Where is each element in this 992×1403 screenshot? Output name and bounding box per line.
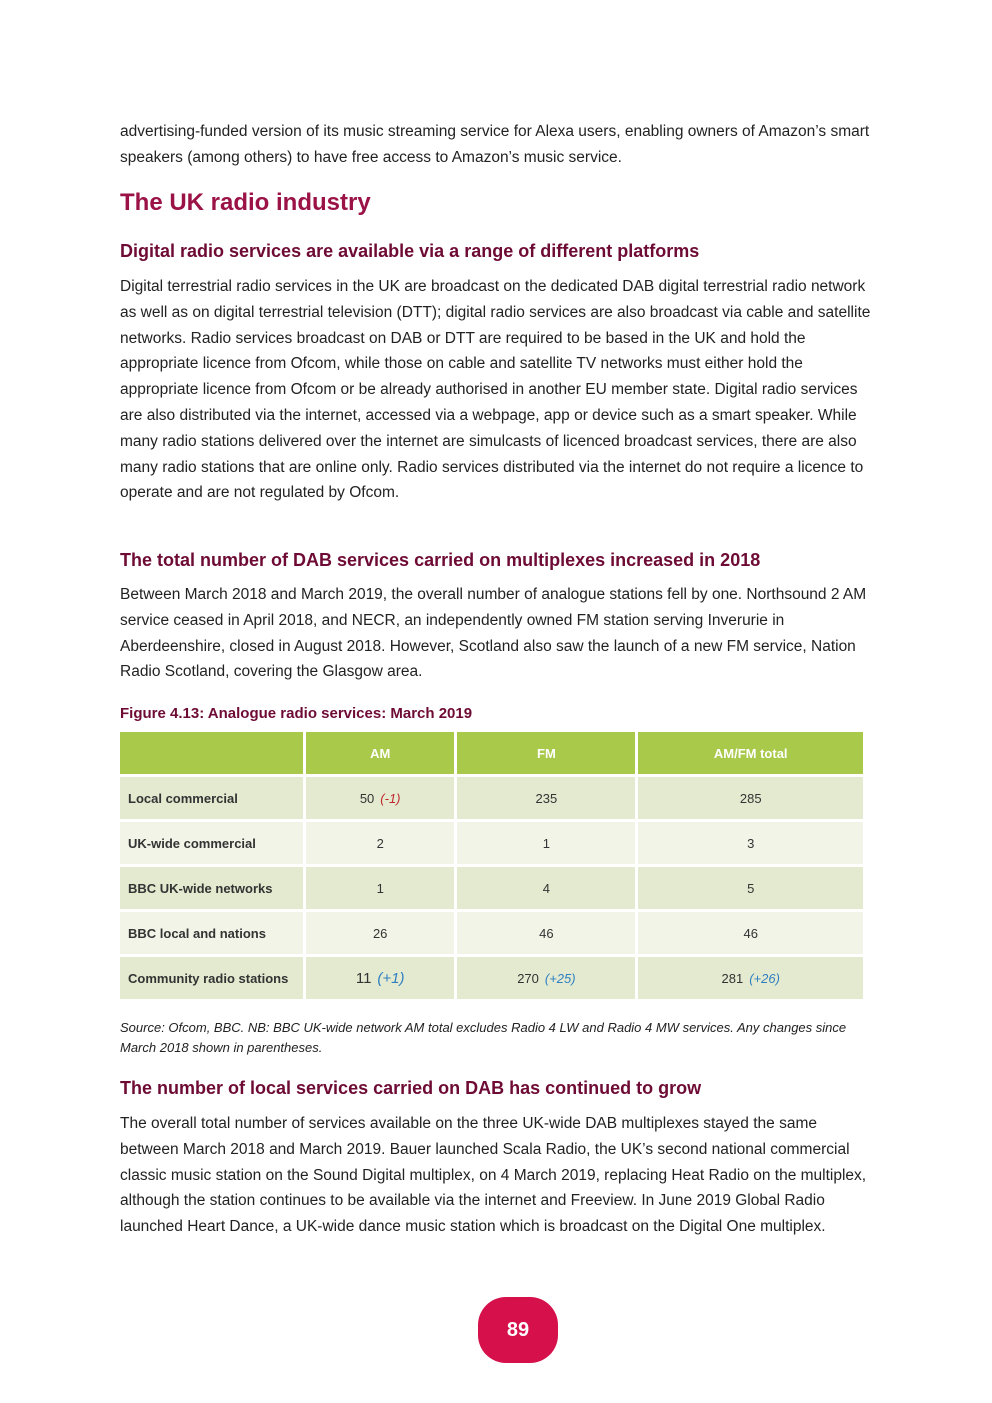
cell-am: 11 (+1): [306, 957, 454, 999]
change-value: (+26): [749, 970, 780, 986]
header-blank: [120, 732, 303, 774]
table-row: [120, 867, 863, 909]
figure-title: Figure 4.13: Analogue radio services: March 2019: [120, 705, 473, 722]
figure-source-note: Source: Ofcom, BBC. NB: BBC UK-wide network AM total excludes Radio 4 LW and Radio 4 MW services. Any changes since March 2018 shown in parentheses.: [120, 1020, 847, 1055]
table-row: [120, 957, 863, 999]
cell-fm: 46: [457, 912, 635, 954]
cell-total: 285: [638, 777, 863, 819]
row-label: BBC local and nations: [120, 912, 303, 954]
change-value: (+25): [544, 970, 576, 986]
analogue-services-table: [117, 729, 866, 1002]
cell-am: 1: [306, 867, 454, 909]
subheading-local-dab: The number of local services carried on DAB has continued to grow: [120, 1078, 702, 1098]
page-number-badge: 89: [478, 1297, 558, 1363]
cell-am: 26: [306, 912, 454, 954]
cell-fm: 1: [457, 822, 635, 864]
header-fm: FM: [457, 732, 635, 774]
cell-fm: 270 (+25): [457, 957, 635, 999]
subheading-platforms: Digital radio services are available via a range of different platforms: [120, 241, 700, 261]
cell-am: 50 (-1): [306, 777, 454, 819]
subheading-dab-services: The total number of DAB services carried on multiplexes increased in 2018: [120, 550, 761, 570]
row-label: Local commercial: [120, 777, 303, 819]
cell-fm: 235: [457, 777, 635, 819]
header-total: AM/FM total: [638, 732, 863, 774]
cell-am: 2: [306, 822, 454, 864]
row-label: BBC UK-wide networks: [120, 867, 303, 909]
row-label: Community radio stations: [120, 957, 303, 999]
cell-total: 281 (+26): [638, 957, 863, 999]
paragraph-analogue: Between March 2018 and March 2019, the overall number of analogue stations fell by one. Northsound 2 AM service ceased in April 2018, and NECR, an independently owned FM station serving Inverurie in Aberdeenshire, closed in August 2018. However, Scotland also saw the launch of a new FM service, Nation Radio Scotland, covering the Glasgow area.: [120, 586, 867, 681]
cell-fm: 4: [457, 867, 635, 909]
change-value: (-1): [380, 790, 401, 806]
table-row: [120, 912, 863, 954]
row-label: UK-wide commercial: [120, 822, 303, 864]
cell-total: 46: [638, 912, 863, 954]
section-title: The UK radio industry: [120, 189, 371, 216]
header-am: AM: [306, 732, 454, 774]
table-row: [120, 777, 863, 819]
intro-paragraph: advertising-funded version of its music streaming service for Alexa users, enabling owners of Amazon’s smart speakers (among others) to have free access to Amazon’s music service.: [120, 123, 870, 166]
table-header-row: [120, 732, 863, 774]
paragraph-platforms: Digital terrestrial radio services in the UK are broadcast on the dedicated DAB digital terrestrial radio network as well as on digital terrestrial television (DTT); digital radio services are also broadcast via cable and satellite networks. Radio services broadcast on DAB or DTT are required to be based in the UK and hold the appropriate licence from Ofcom, while those on cable and satellite TV networks must either hold the appropriate licence from Ofcom or be already authorised in another EU member state. Digital radio services are also distributed via the internet, accessed via a webpage, app or device such as a smart speaker. While many radio stations delivered over the internet are simulcasts of licenced broadcast services, there are also many radio stations that are online only. Radio services distributed via the internet do not require a licence to operate and are not regulated by Ofcom.: [120, 278, 871, 502]
table-row: [120, 822, 863, 864]
paragraph-local-dab: The overall total number of services available on the three UK-wide DAB multiplexes stayed the same between March 2018 and March 2019. Bauer launched Scala Radio, the UK’s second national commercial classic music station on the Sound Digital multiplex, on 4 March 2019, replacing Heat Radio on the multiplex, although the station continues to be available via the internet and Freeview. In June 2019 Global Radio launched Heart Dance, a UK-wide dance music station which is broadcast on the Digital One multiplex.: [120, 1115, 867, 1236]
change-value: (+1): [377, 969, 405, 987]
cell-total: 3: [638, 822, 863, 864]
cell-total: 5: [638, 867, 863, 909]
